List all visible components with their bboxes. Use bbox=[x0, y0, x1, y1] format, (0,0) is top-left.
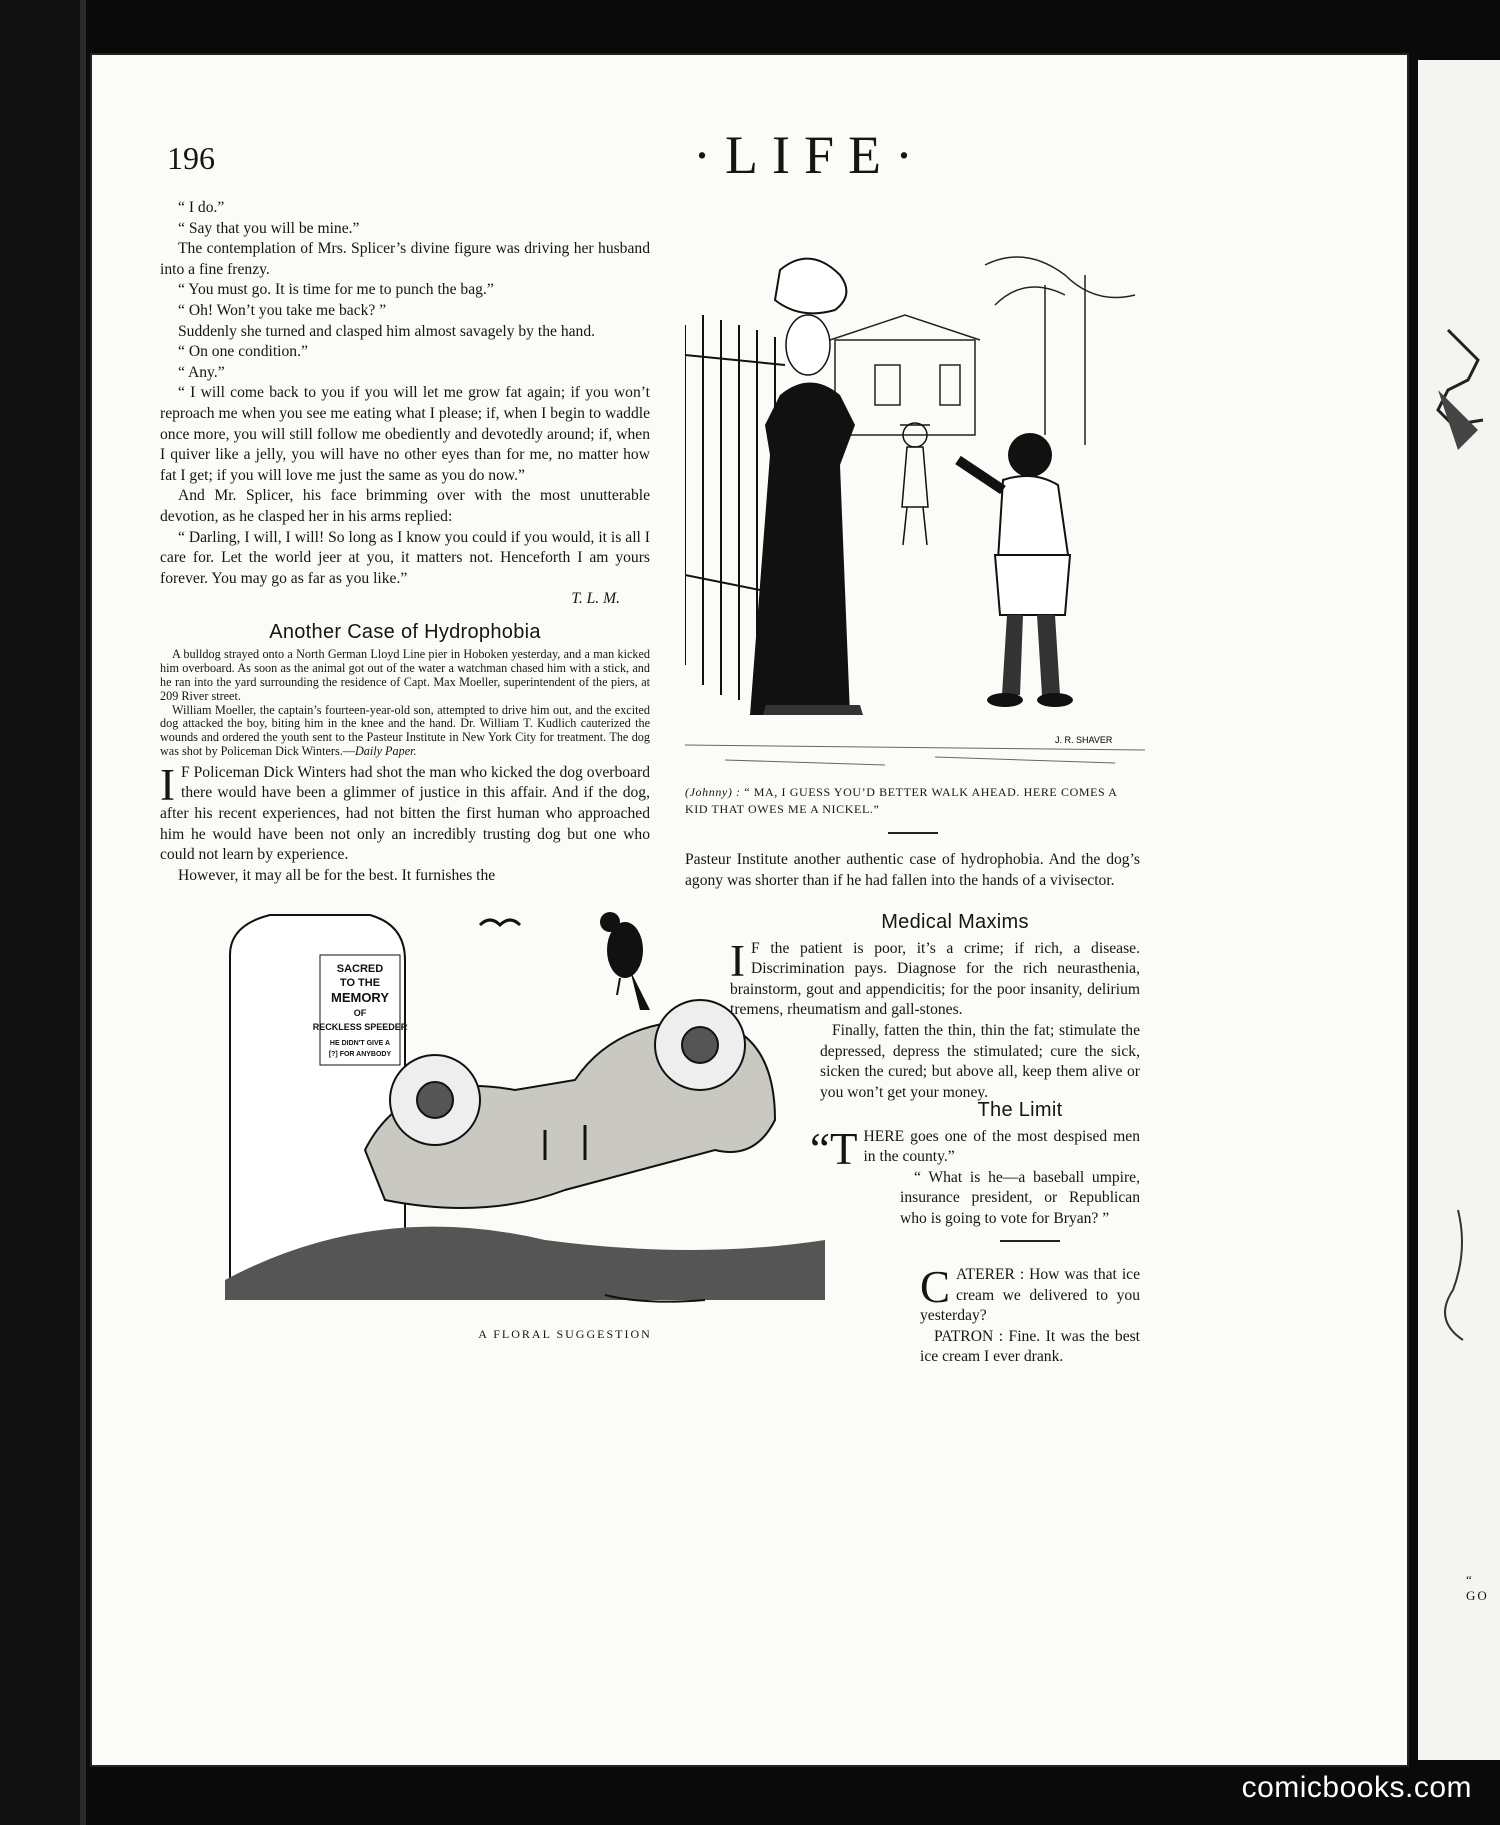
clipping-paragraph: William Moeller, the captain’s fourteen-year-old son, attempted to drive him out, and the excited dog attacked the boy, biting him in the knee and the hand. Dr. William T. Kudlich cauterized the wounds and ordered the youth sent to the Pasteur Institute in New York City for treatment. The dog was shot by Policeman Dick Winters.—Daily Paper. bbox=[160, 702, 650, 759]
floral-cartoon-caption: A FLORAL SUGGESTION bbox=[478, 1327, 652, 1341]
tomb-text-line: SACRED bbox=[336, 963, 384, 975]
site-watermark: comicbooks.com bbox=[1241, 1771, 1472, 1804]
limit-paragraph: “ What is he—a baseball umpire, insurance president, or Republican who is going to vote for Bryan? ” bbox=[900, 1168, 1140, 1227]
caterer-paragraph: PATRON : Fine. It was the best ice cream I ever drank. bbox=[920, 1327, 1141, 1366]
commentary-paragraph: However, it may all be for the best. It furnishes the bbox=[178, 866, 496, 884]
facing-page-text-fragment: “ GO bbox=[1466, 1572, 1489, 1603]
section-divider bbox=[1000, 1240, 1060, 1242]
facing-page-edge bbox=[1418, 60, 1500, 1760]
cartoon-caption bbox=[685, 784, 1140, 834]
story-paragraph: And Mr. Splicer, his face brimming over with the most unutterable devotion, as he clasped her in his arms replied: bbox=[160, 487, 650, 525]
maxims-paragraph: Finally, fatten the thin, thin the fat; stimulate the depressed, depress the stimulated; cure the sick, sicken the cured; but above all, keep them alive or you won’t get your money. bbox=[820, 1021, 1140, 1101]
drop-cap: I bbox=[730, 935, 745, 986]
patron-label: PATRON : bbox=[934, 1327, 1004, 1345]
drop-cap: “T bbox=[810, 1123, 858, 1174]
story-paragraph: “ Any.” bbox=[178, 363, 225, 381]
hydrophobia-continuation: Pasteur Institute another authentic case of hydrophobia. And the dog’s agony was shorter than if he had fallen into the hands of a vivisector. bbox=[685, 851, 1140, 889]
hydrophobia-heading: Another Case of Hydrophobia bbox=[269, 620, 541, 643]
commentary-paragraph: F Policeman Dick Winters had shot the man who kicked the dog overboard there would have been a glimmer of justice in this affair. And if the dog, after his recent experiences, had not bitten the first human who approached him he would have been not only an incredibly trusting dog but one who could not learn by experience. bbox=[160, 763, 650, 864]
medical-maxims-heading: Medical Maxims bbox=[881, 911, 1029, 933]
tomb-text-line: [?] FOR ANYBODY bbox=[328, 1051, 392, 1058]
story-paragraph: “ I do.” bbox=[178, 199, 225, 216]
tomb-text-line: TO THE bbox=[339, 977, 381, 989]
caption-speaker: (Johnny) : bbox=[685, 785, 741, 799]
tomb-text-line: HE DIDN'T GIVE A bbox=[329, 1040, 391, 1047]
masthead-title: ·LIFE· bbox=[693, 125, 927, 185]
cartoon-artist-signature: J. R. SHAVER bbox=[1055, 735, 1113, 745]
story-paragraph: “ I will come back to you if you will let me grow fat again; if you won’t reproach me when you see me eating what I please; if, when I begin to waddle once more, you will still follow me obediently and devotedly around; if, when I quiver like a jelly, you will have no other eyes than for me, no matter how fat I get; if you will love me just the same as you do now.” bbox=[160, 384, 650, 484]
story-paragraph: “ Say that you will be mine.” bbox=[178, 219, 360, 237]
newspaper-clipping bbox=[160, 648, 650, 758]
left-column bbox=[160, 198, 650, 902]
story-paragraph: “ On one condition.” bbox=[178, 343, 308, 361]
scan-dark-edge bbox=[0, 0, 86, 1825]
story-signature-line bbox=[160, 589, 650, 610]
page-number: 196 bbox=[167, 140, 215, 176]
the-limit-heading: The Limit bbox=[977, 1099, 1063, 1121]
maxims-paragraph: F the patient is poor, it’s a crime; if rich, a disease. Discrimination pays. Diagnose for the rich neurasthenia, brainstorm, gout and appendicitis; for the poor insanity, delirium tremens, rheumatism and gall-stones. bbox=[730, 939, 1140, 1019]
clipping-paragraph: A bulldog strayed onto a North German Lloyd Line pier in Hoboken yesterday, and a man kicked him overboard. As soon as the animal got out of the water a watchman chased him with a stick, and he ran into the yard surrounding the residence of Capt. Max Moeller, superintendent of the piers, at 209 River street. bbox=[160, 647, 650, 703]
cartoon-mother-and-son bbox=[685, 245, 1145, 780]
caption-quote: “ MA, I GUESS YOU’D BETTER WALK AHEAD. HERE COMES A KID THAT OWES ME A NICKEL.” bbox=[685, 785, 1117, 816]
hydrophobia-commentary bbox=[160, 759, 650, 887]
facing-page-illustration-fragment bbox=[1418, 60, 1500, 1760]
medical-maxims-section bbox=[730, 912, 1140, 1103]
story-paragraph: “ Oh! Won’t you take me back? ” bbox=[178, 301, 387, 319]
drop-cap: C bbox=[920, 1262, 951, 1312]
tomb-text-line: OF bbox=[353, 1008, 367, 1018]
the-limit-section bbox=[810, 1100, 1140, 1242]
tomb-text-line: RECKLESS SPEEDER bbox=[312, 1022, 408, 1032]
story-paragraph: The contemplation of Mrs. Splicer’s divine figure was driving her husband into a fine frenzy. bbox=[160, 240, 650, 278]
caterer-paragraph: ATERER : How was that ice cream we delivered to you yesterday? bbox=[920, 1266, 1140, 1325]
caption-divider bbox=[888, 832, 938, 834]
tomb-text-line: MEMORY bbox=[330, 990, 390, 1005]
clipping-source: Daily Paper. bbox=[354, 744, 417, 759]
story-paragraph: “ Darling, I will, I will! So long as I know you could if you would, it is all I care for. Let the world jeer at you, it matters not. Henceforth I am yours forever. You may go as far as you like.” bbox=[160, 528, 650, 587]
story-paragraph: “ You must go. It is time for me to punch the bag.” bbox=[178, 281, 494, 299]
drop-cap: I bbox=[160, 759, 175, 810]
story-signature: T. L. M. bbox=[571, 590, 620, 608]
caterer-joke bbox=[920, 1262, 1141, 1368]
limit-paragraph: HERE goes one of the most despised men in the county.” bbox=[863, 1127, 1140, 1166]
story-paragraph: Suddenly she turned and clasped him almost savagely by the hand. bbox=[178, 322, 596, 340]
